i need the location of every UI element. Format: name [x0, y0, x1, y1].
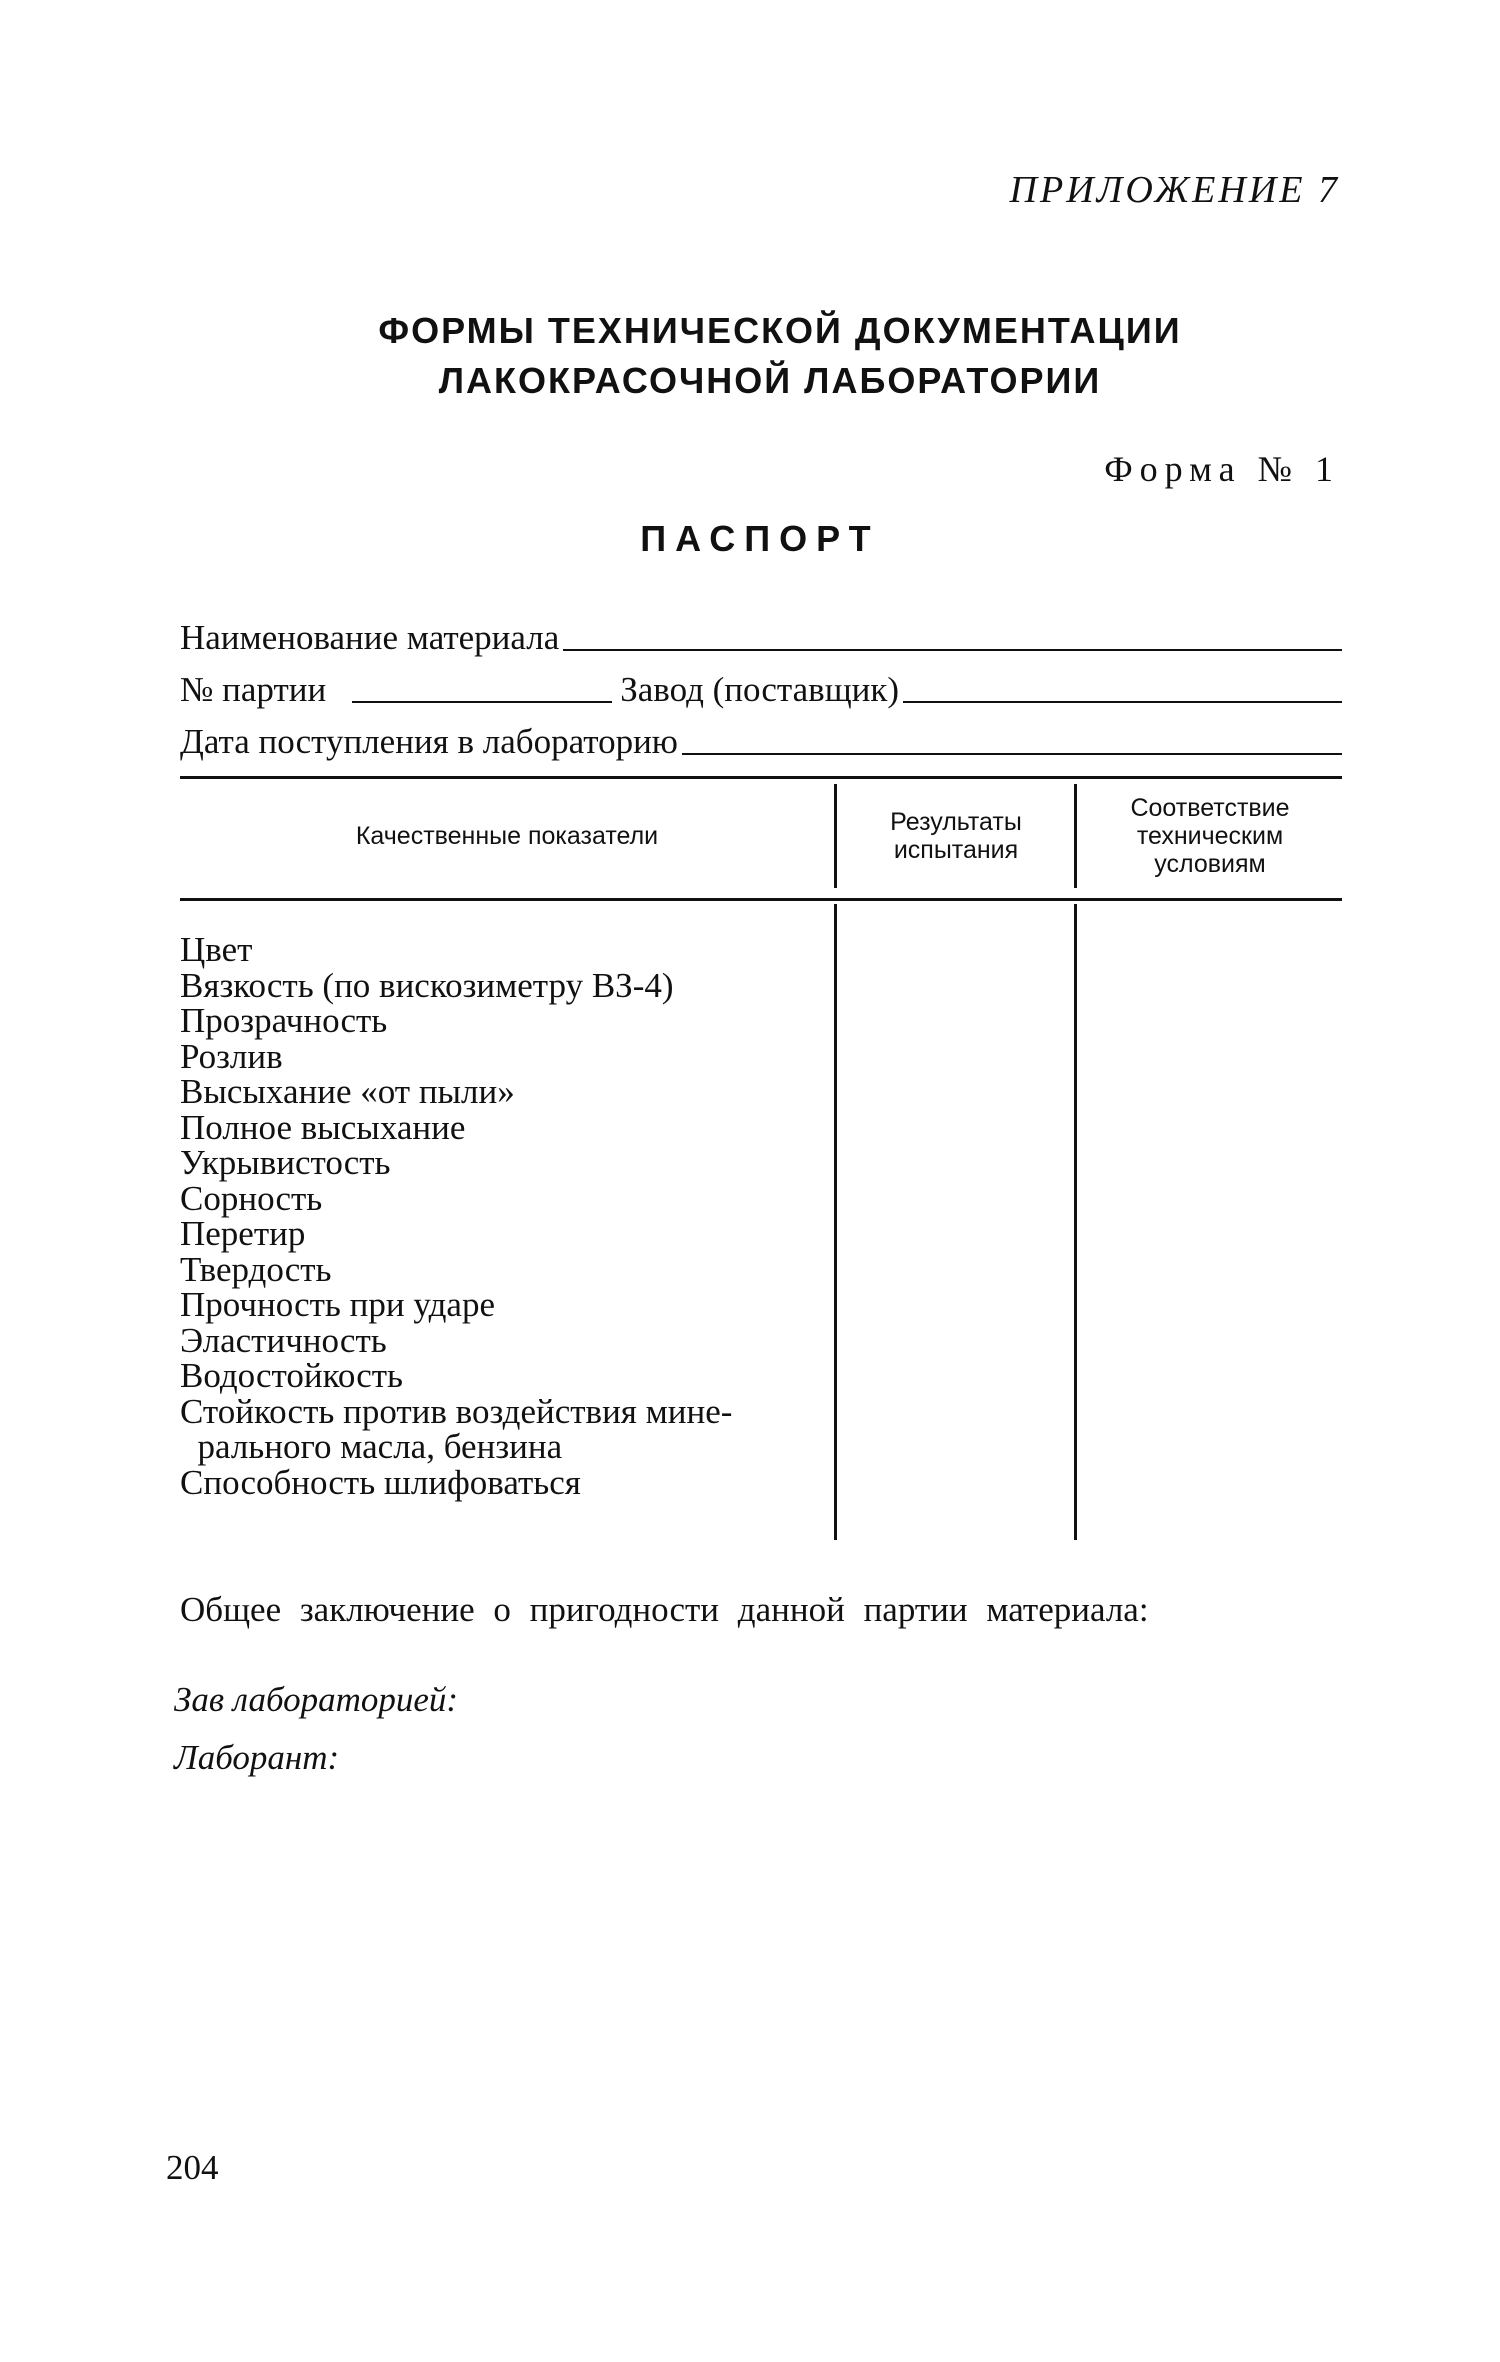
material-name-label: Наименование материала: [180, 618, 560, 657]
plant-supplier-label: Завод (поставщик): [620, 670, 900, 709]
header-compliance-line2: техническим: [1136, 822, 1284, 850]
header-test-results-line1: Результаты: [890, 808, 1022, 836]
column-divider-1: [834, 904, 837, 1540]
header-compliance-line3: условиям: [1154, 850, 1266, 878]
list-item: Прочность при ударе: [180, 1285, 495, 1324]
list-item: Цвет: [180, 930, 253, 969]
quality-indicators-list: [180, 932, 820, 1500]
list-item: Розлив: [180, 1036, 283, 1076]
list-item: Прозрачность: [180, 1001, 388, 1040]
lab-head-signature: Зав лабораторией:: [174, 1680, 459, 1719]
column-divider-2: [1074, 904, 1077, 1540]
list-item: Способность шлифоваться: [180, 1462, 581, 1502]
header-quality-indicators-text: Качественные показатели: [355, 822, 659, 850]
list-item: Твердость: [180, 1249, 332, 1289]
material-name-field: [180, 608, 1342, 658]
plant-supplier-blank: [903, 700, 1342, 703]
arrival-date-field: [180, 712, 1342, 762]
header-divider-2: [1074, 784, 1077, 888]
batch-number-blank: [352, 700, 612, 703]
list-item: рального масла, бензина: [180, 1427, 563, 1466]
header-quality-indicators: [180, 786, 834, 886]
table-top-rule: [180, 776, 1342, 779]
document-title: ПАСПОРТ: [640, 518, 880, 559]
list-item: Водостойкость: [180, 1356, 404, 1395]
header-test-results-line2: испытания: [893, 836, 1019, 864]
header-compliance-line1: Соответствие: [1130, 794, 1290, 822]
appendix-label: ПРИЛОЖЕНИЕ 7: [1009, 169, 1340, 211]
header-compliance: [1078, 786, 1342, 886]
lab-assistant-signature: Лаборант:: [174, 1738, 340, 1777]
list-item: Укрывистость: [180, 1143, 391, 1182]
batch-plant-field: [180, 660, 1342, 710]
batch-number-label: № партии: [180, 670, 327, 709]
header-test-results: [838, 786, 1074, 886]
list-item: Перетир: [180, 1214, 306, 1253]
list-item: Эластичность: [180, 1320, 387, 1360]
list-item: Сорность: [180, 1178, 323, 1218]
arrival-date-label: Дата поступления в лабораторию: [180, 722, 678, 761]
header-divider-1: [834, 784, 837, 888]
table-header-rule: [180, 898, 1342, 901]
page-title-line2: ЛАКОКРАСОЧНОЙ ЛАБОРАТОРИИ: [438, 360, 1102, 401]
list-item: Высыхание «от пыли»: [180, 1072, 515, 1111]
form-number: Форма № 1: [1104, 449, 1340, 489]
general-conclusion: Общее заключение о пригодности данной партии материала:: [180, 1590, 1149, 1629]
page-title-line1: ФОРМЫ ТЕХНИЧЕСКОЙ ДОКУМЕНТАЦИИ: [378, 310, 1182, 351]
material-name-blank: [563, 648, 1342, 651]
page-number: 204: [166, 2148, 219, 2187]
arrival-date-blank: [682, 752, 1342, 755]
list-item: Вязкость (по вискозиметру ВЗ-4): [180, 965, 674, 1005]
list-item: Стойкость против воздействия мине-: [180, 1391, 733, 1431]
list-item: Полное высыхание: [180, 1107, 466, 1147]
